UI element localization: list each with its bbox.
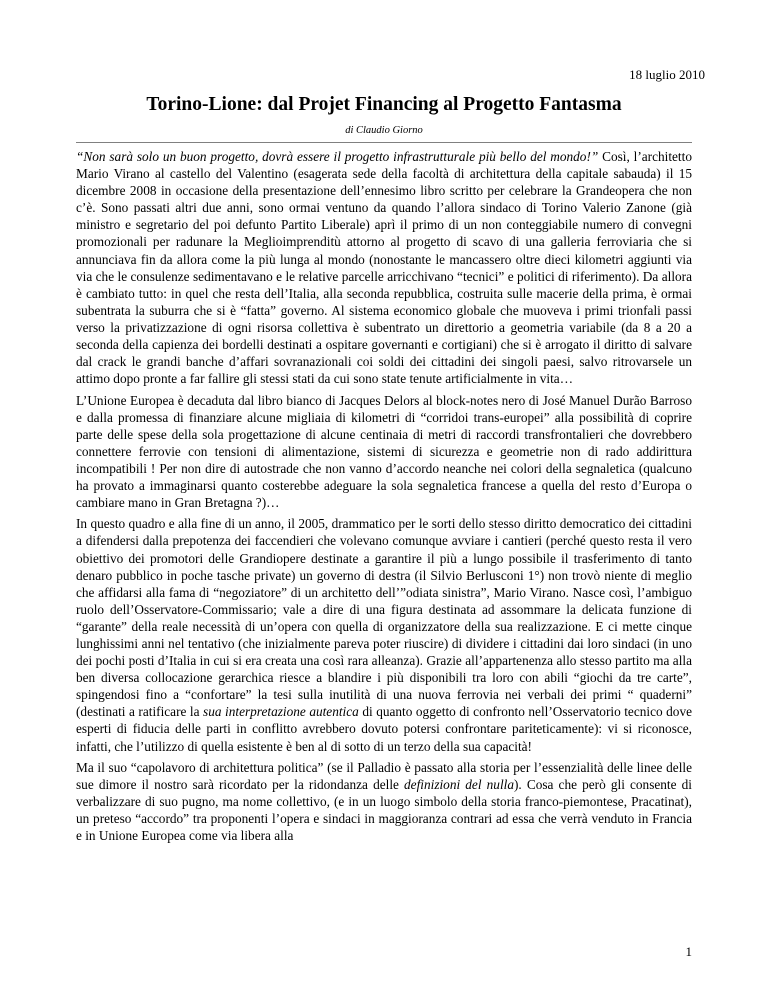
paragraph-3-emphasis: sua interpretazione autentica: [203, 704, 359, 720]
paragraph-2: L’Unione Europea è decaduta dal libro bianco di Jacques Delors al block-notes nero di José Manuel Durão Barroso e dalla promessa di finanziare alcune migliaia di kilometri di “corridoi trans-europei” alla possibilità di coprire parte delle spese della sola progettazione di alcune centinaia di metri di raccordi transfrontalieri che dovrebbero connettere ferrovie con tensioni di alimentazione, sistemi di sicurezza e geometrie non di rado addirittura incompatibili ! Per non dire di autostrade che non vanno d’accordo neanche nei colori della segnaletica (qualcuno ha provato a immaginarsi quanto costerebbe adeguare la sola segnaletica francese a quella del resto d’Europa o cambiare mano in Gran Bretagna ?)…: [76, 392, 692, 511]
paragraph-4: [76, 759, 692, 844]
paragraph-3: [76, 515, 692, 754]
paragraph-4-emphasis: definizioni del nulla: [404, 776, 514, 792]
paragraph-4-text-a: Ma il suo “capolavoro di architettura politica” (se il Palladio è passato alla storia per l’essenzialità delle linee delle sue dimore il nostro sarà ricordato per la ridondanza delle: [76, 759, 692, 792]
page-number: 1: [685, 944, 692, 959]
header-divider: [76, 142, 692, 143]
paragraph-4-text-b: ). Cosa che però gli consente di verbalizzare di suo pugno, ma nome collettivo, (e in un luogo simbolo della storia franco-piemontese, Pracatinat), un preteso “accordo” tra proponenti l’opera e sindaci in maggioranza contrari ad essa che verrà venduto in Francia e in Unione Europea come via libera alla: [76, 776, 692, 844]
article-body: [76, 148, 692, 849]
paragraph-3-text-a: In questo quadro e alla fine di un anno, il 2005, drammatico per le sorti dello stesso diritto democratico dei cittadini a difendersi dalla prepotenza dei faccendieri che volevano comunque avviare i cantieri (perché questo resta il vero obiettivo dei promotori delle Grandiopere destinate a garantire il più a lungo possibile il trasferimento di tanto denaro pubblico in poche tasche private) un governo di destra (il Silvio Berlusconi 1°) non trovò niente di meglio che affidarsi alla fama di “negoziatore” di un architetto dell’”odiata sinistra”, Mario Virano. Nasce così, l’ambiguo ruolo dell’Osservatore-Commissario; vale a dire di una figura destinata ad assommare la delicata funzione di “garante” della reale necessità di un’opera con quella di organizzatore della sua realizzazione. E ci mette cinque lunghissimi anni nel tentativo (che inizialmente pareva poter riuscire) di dividere i cittadini dai loro sindaci (in uno dei pochi posti d’Italia in cui si era creata una così rara alleanza). Grazie all’appartenenza allo stesso partito ma alla ben diversa collocazione gerarchica riesce a blandire i più disponibili tra loro con abili “giochi da tre carte”, spingendosi fino a “confortare” la tesi sulla inutilità di una nuova ferrovia nei verbali dei primi “ quaderni” (destinati a ratificare la: [76, 516, 692, 720]
paragraph-1-text: Così, l’architetto Mario Virano al castello del Valentino (esagerata sede della facoltà di architettura della capitale sabauda) il 15 dicembre 2008 in occasione della presentazione dell’ennesimo libro scritto per celebrare la Grandeopera che non c’è. Sono passati altri due anni, sono ormai ventuno da quando l’allora sindaco di Torino Valerio Zanone (già ministro e segretario del poi defunto Partito Liberale) aprì il primo di un non conteggiabile numero di convegni promozionali per radunare la Meglioimprenditù attorno al progetto di scavo di una galleria ferroviaria che si annunciava fin da allora come la più lunga al mondo (nonostante le mancassero oltre dieci kilometri aggiunti via via che le consulenze sedimentavano e le relative parcelle arricchivano “tecnici” e politici di riferimento). Da allora è cambiato tutto: in quel che resta dell’Italia, alla seconda repubblica, costruita sulle macerie della prima, è ormai subentrata la suburra che si è “fatta” governo. Al sistema economico globale che muoveva i primi trionfali passi verso la privatizzazione di ogni risorsa collettiva è subentrato un direttorio a geometria variabile (da 8 a 20 a seconda della capienza dei bordelli destinati a ospitare governanti e cortigiani) che si è arrogato il diritto di salvare dal crack le grandi banche d’affari sovranazionali coi soldi dei cittadini dei singoli paesi, salvo ritrovarsele un attimo dopo pronte a far fallire gli stessi stati da cui sono state tenute artificialmente in vita…: [76, 149, 692, 387]
opening-quote: “Non sarà solo un buon progetto, dovrà essere il progetto infrastrutturale più bello del mondo!”: [76, 149, 599, 164]
document-author: di Claudio Giorno: [345, 125, 423, 136]
paragraph-3-text-b: di quanto oggetto di confronto nell’Osservatorio tecnico dove esperti di fiducia delle parti in conflitto avrebbero dovuto potersi confrontare pariteticamente): vi si riconosce, infatti, che l’utilizzo di quella esistente è ben al di sotto di un terzo della sua capacità!: [76, 704, 692, 754]
paragraph-1: [76, 148, 692, 387]
document-date: 18 luglio 2010: [629, 67, 705, 82]
document-title: Torino-Lione: dal Projet Financing al Progetto Fantasma: [146, 94, 622, 115]
